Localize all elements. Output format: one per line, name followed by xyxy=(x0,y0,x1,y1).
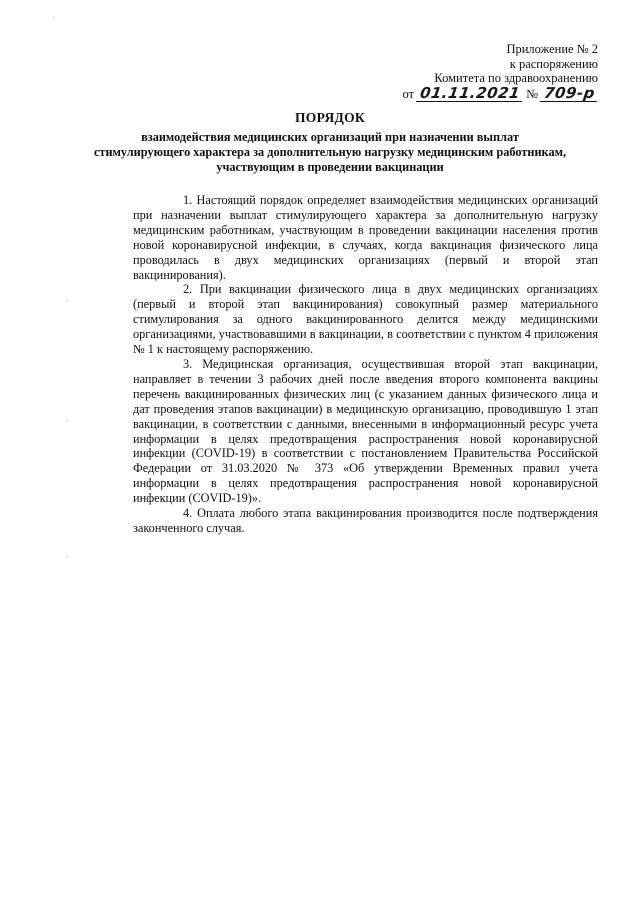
subtitle-line: участвующим в проведении вакцинации xyxy=(216,160,444,174)
subtitle-line: взаимодействия медицинских организаций при назначении выплат xyxy=(141,130,519,144)
appendix-header xyxy=(402,42,598,102)
subtitle-line: стимулирующего характера за дополнительную нагрузку медицинским работникам, xyxy=(93,145,567,159)
document-body xyxy=(133,193,598,536)
appendix-number: Приложение № 2 xyxy=(506,42,598,56)
scan-dot xyxy=(66,420,68,421)
scan-mark: · xyxy=(52,14,55,23)
paragraph-3: 3. Медицинская организация, осуществившая второй этап вакцинации, направляет в течении 3 рабочих дней после введения второго компонента вакцины перечень вакцинированных физических лиц (с указанием данных физического лица и дат проведения этапов вакцинации) в медицинскую организацию, проводившую 1 этап вакцинации, в соответствии с данными, внесенными в информационный ресурс учета информации в целях предотвращения распространения новой коронавирусной инфекции (COVID-19) в соответствии с постановлением Правительства Российской Федерации от 31.03.2020 № 373 «Об утверждении Временных правил учета информации в целях предотвращения распространения новой коронавирусной инфекции (COVID-19)». xyxy=(133,356,598,506)
paragraph-4: 4. Оплата любого этапа вакцинирования производится после подтверждения законченного случая. xyxy=(133,506,598,535)
title-block xyxy=(60,110,600,175)
paragraph-2: 2. При вакцинации физического лица в двух медицинских организациях (первый и второй этап вакцинирования) совокупный размер материального стимулирования за одного вакцинированного делится между медицинскими организациями, участвовавшими в вакцинации, в соответствии с пунктом 4 приложения № 1 к настоящему распоряжению. xyxy=(133,282,598,357)
scan-dot xyxy=(66,556,68,557)
number-label: № xyxy=(526,86,539,101)
appendix-committee: Комитета по здравоохранению xyxy=(434,71,598,85)
handwritten-number: 709-р xyxy=(540,86,599,102)
document-subtitle xyxy=(60,130,600,175)
scan-dot xyxy=(66,300,68,301)
from-label: от xyxy=(402,86,414,101)
paragraph-1: 1. Настоящий порядок определяет взаимодействия медицинских организаций при назначении выплат стимулирующего характера за дополнительную нагрузку медицинским работникам, участвующим в проведении вакцинации населения против новой коронавирусной инфекции, в случаях, когда вакцинация физического лица проводилась в двух медицинских организациях (первый и второй этап вакцинирования). xyxy=(133,193,598,282)
appendix-to-order: к распоряжению xyxy=(509,56,598,71)
handwritten-date: 01.11.2021 xyxy=(416,86,524,102)
document-title: ПОРЯДОК xyxy=(294,110,365,125)
appendix-date-number xyxy=(402,83,598,102)
